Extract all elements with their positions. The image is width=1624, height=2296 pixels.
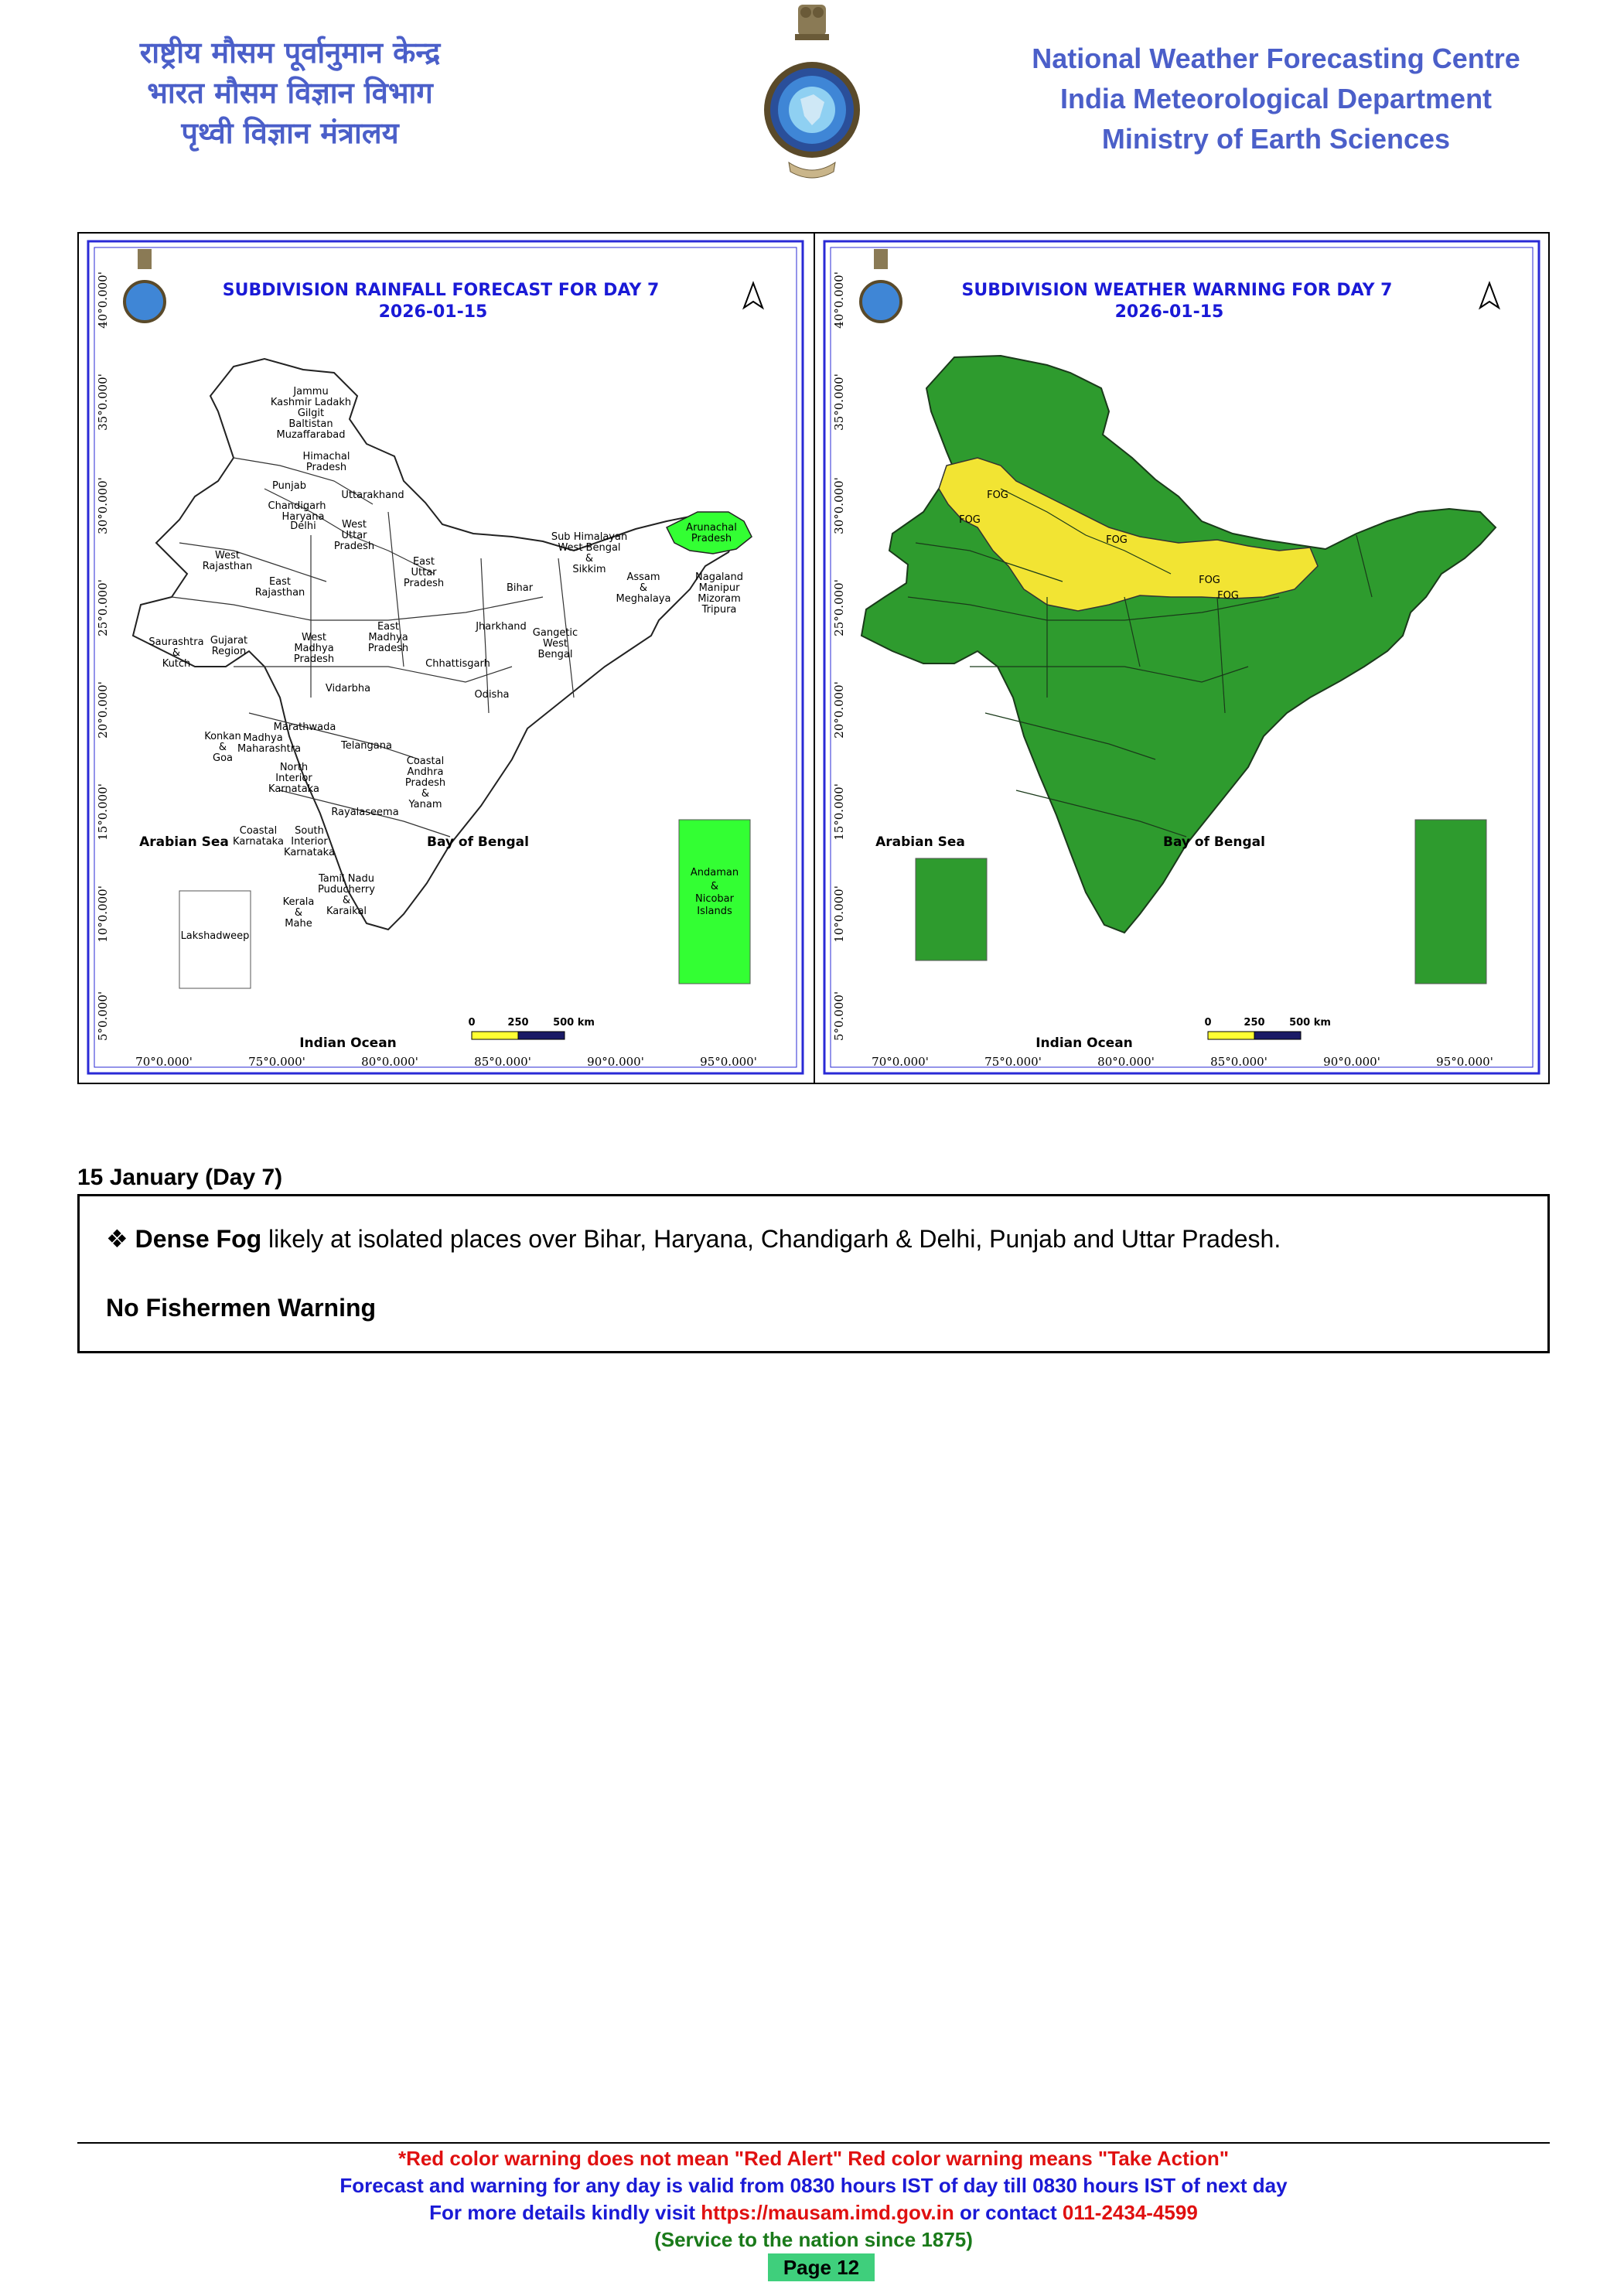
svg-text:250: 250 [507,1017,529,1029]
warning-map-panel [815,234,1548,1083]
svg-text:Madhya: Madhya [243,732,283,744]
svg-text:Chhattisgarh: Chhattisgarh [425,658,490,670]
svg-text:Karnataka: Karnataka [284,847,335,858]
warning-bay-of-bengal: Bay of Bengal [1163,834,1265,850]
svg-text:Gujarat: Gujarat [210,635,248,646]
svg-text:90°0.000': 90°0.000' [1323,1055,1380,1069]
warning-bold: Dense Fog [135,1225,262,1253]
svg-text:Gangetic: Gangetic [532,627,578,639]
svg-text:&: & [172,647,181,659]
svg-text:500 km: 500 km [553,1017,595,1029]
svg-text:Nagaland: Nagaland [695,571,743,583]
svg-text:Sikkim: Sikkim [572,564,606,575]
maps-frame [77,232,1550,1084]
svg-text:Manipur: Manipur [698,582,740,594]
svg-text:5°0.000': 5°0.000' [832,991,846,1042]
svg-text:West Bengal: West Bengal [558,542,621,554]
svg-text:Interior: Interior [291,836,328,848]
svg-text:East: East [268,576,292,588]
english-line-2: India Meteorological Department [1059,83,1493,114]
svg-text:Yanam: Yanam [408,799,442,810]
svg-text:&: & [639,582,648,594]
svg-text:West: West [302,632,326,643]
svg-text:Goa: Goa [213,752,233,764]
svg-text:15°0.000': 15°0.000' [832,783,846,841]
svg-text:90°0.000': 90°0.000' [587,1055,644,1069]
svg-text:Uttar: Uttar [341,530,367,541]
svg-text:95°0.000': 95°0.000' [700,1055,757,1069]
svg-text:&: & [710,881,719,892]
svg-text:Karnataka: Karnataka [268,783,319,795]
fog-warning-line [106,1224,1281,1254]
svg-text:&: & [218,742,227,753]
svg-text:Kutch: Kutch [162,658,191,670]
svg-text:Madhya: Madhya [294,643,334,654]
svg-text:Nicobar: Nicobar [694,893,735,905]
svg-text:North: North [279,762,309,773]
svg-text:80°0.000': 80°0.000' [361,1055,418,1069]
svg-text:Delhi: Delhi [290,520,316,532]
svg-text:Rajasthan: Rajasthan [202,561,253,572]
svg-text:Interior: Interior [275,773,312,784]
svg-text:Uttar: Uttar [411,567,437,578]
svg-text:Pradesh: Pradesh [293,653,335,665]
svg-text:FOG: FOG [1106,534,1128,546]
english-header [990,39,1562,159]
svg-text:75°0.000': 75°0.000' [248,1055,305,1069]
svg-text:&: & [585,553,594,565]
svg-text:20°0.000': 20°0.000' [96,681,110,739]
day-title: 15 January (Day 7) [77,1165,283,1190]
svg-text:Coastal: Coastal [406,756,445,767]
svg-text:Baltistan: Baltistan [288,418,333,430]
svg-text:Mahe: Mahe [285,918,312,930]
svg-text:Bengal: Bengal [537,649,573,660]
svg-text:25°0.000': 25°0.000' [832,579,846,636]
svg-text:FOG: FOG [987,490,1008,501]
svg-text:Region: Region [211,646,247,657]
svg-text:Karaikal: Karaikal [326,906,367,917]
warning-indian-ocean: Indian Ocean [1035,1035,1133,1051]
svg-text:85°0.000': 85°0.000' [474,1055,531,1069]
rainfall-map-panel [79,234,814,1083]
svg-text:Pradesh: Pradesh [367,643,409,654]
svg-text:95°0.000': 95°0.000' [1436,1055,1493,1069]
svg-text:Islands: Islands [697,906,732,917]
svg-text:Gilgit: Gilgit [297,408,325,419]
svg-text:Mizoram: Mizoram [698,593,741,605]
warning-box [77,1194,1550,1353]
svg-text:30°0.000': 30°0.000' [832,477,846,534]
svg-text:0: 0 [468,1017,476,1029]
svg-text:35°0.000': 35°0.000' [96,374,110,431]
svg-text:0: 0 [1204,1017,1212,1029]
svg-text:Uttarakhand: Uttarakhand [341,490,404,501]
svg-text:FOG: FOG [1217,590,1239,602]
english-line-1: National Weather Forecasting Centre [1032,43,1520,74]
svg-text:70°0.000': 70°0.000' [135,1055,193,1069]
rainfall-map-title: SUBDIVISION RAINFALL FORECAST FOR DAY 7 [222,281,660,300]
warning-andaman-box [1415,820,1486,984]
svg-text:South: South [295,825,324,837]
svg-text:East: East [377,621,400,633]
svg-text:Tripura: Tripura [701,604,737,616]
warning-map-title: SUBDIVISION WEATHER WARNING FOR DAY 7 [961,281,1393,300]
svg-text:Chandigarh: Chandigarh [268,500,326,512]
svg-text:Odisha: Odisha [474,689,510,701]
svg-text:35°0.000': 35°0.000' [832,374,846,431]
fishermen-warning: No Fishermen Warning [106,1294,377,1322]
english-line-3: Ministry of Earth Sciences [1101,123,1451,155]
warning-text: likely at isolated places over Bihar, Haryana, Chandigarh & Delhi, Punjab and Uttar Pradesh. [261,1225,1281,1253]
rainfall-indian-ocean: Indian Ocean [299,1035,397,1051]
svg-text:FOG: FOG [959,514,981,526]
svg-text:Himachal: Himachal [302,451,350,462]
svg-text:Jammu: Jammu [293,386,329,397]
svg-text:75°0.000': 75°0.000' [984,1055,1042,1069]
svg-text:Rajasthan: Rajasthan [254,587,305,599]
svg-text:West: West [543,638,568,650]
footer-line-4: (Service to the nation since 1875) [654,2228,973,2251]
svg-text:&: & [421,788,430,800]
svg-text:Marathwada: Marathwada [273,722,336,733]
hindi-line-3: पृथ्वी विज्ञान मंत्रालय [181,116,399,150]
svg-text:Coastal: Coastal [239,825,278,837]
svg-text:10°0.000': 10°0.000' [96,885,110,943]
svg-text:West: West [215,550,240,561]
svg-text:Sub Himalayan: Sub Himalayan [551,531,628,543]
svg-text:Pradesh: Pradesh [404,777,446,789]
svg-text:East: East [412,556,435,568]
lakshadweep-label: Lakshadweep [180,930,250,942]
svg-text:Rayalaseema: Rayalaseema [331,807,399,818]
svg-text:Andhra: Andhra [407,766,444,778]
svg-text:Vidarbha: Vidarbha [325,683,371,694]
svg-text:85°0.000': 85°0.000' [1210,1055,1267,1069]
svg-text:Jharkhand: Jharkhand [476,621,527,633]
svg-text:Haryana: Haryana [281,511,325,523]
svg-text:25°0.000': 25°0.000' [96,579,110,636]
svg-text:Telangana: Telangana [341,740,392,752]
imd-emblem-icon [758,0,866,186]
warning-arabian-sea: Arabian Sea [875,834,965,850]
svg-text:&: & [342,895,351,906]
svg-text:Karnataka: Karnataka [233,836,284,848]
svg-text:Kashmir Ladakh: Kashmir Ladakh [270,397,352,408]
svg-text:Pradesh: Pradesh [333,541,375,552]
svg-text:80°0.000': 80°0.000' [1097,1055,1155,1069]
svg-text:Konkan: Konkan [204,731,241,742]
svg-text:Muzaffarabad: Muzaffarabad [276,429,346,441]
svg-text:250: 250 [1244,1017,1265,1029]
svg-text:Meghalaya: Meghalaya [616,593,671,605]
footer-line-2: Forecast and warning for any day is valid from 0830 hours IST of day till 0830 hours IST of next day [339,2174,1288,2197]
svg-text:Pradesh: Pradesh [403,578,445,589]
svg-text:Punjab: Punjab [272,480,306,492]
svg-text:West: West [342,519,367,531]
svg-text:Kerala: Kerala [282,896,315,908]
svg-text:10°0.000': 10°0.000' [832,885,846,943]
page-number-badge: Page 12 [768,2253,875,2281]
svg-text:FOG: FOG [1199,575,1220,586]
svg-text:70°0.000': 70°0.000' [872,1055,929,1069]
svg-text:40°0.000': 40°0.000' [832,271,846,329]
svg-text:Pradesh: Pradesh [305,462,347,473]
svg-text:20°0.000': 20°0.000' [832,681,846,739]
rainfall-map-date: 2026-01-15 [378,302,488,322]
hindi-line-2: भारत मौसम विज्ञान विभाग [147,76,433,110]
svg-text:Madhya: Madhya [368,632,408,643]
hindi-header [73,32,507,153]
svg-text:Maharashtra: Maharashtra [237,743,302,755]
svg-text:5°0.000': 5°0.000' [96,991,110,1042]
svg-text:Tamil Nadu: Tamil Nadu [319,873,374,885]
svg-text:Bihar: Bihar [506,582,534,594]
svg-text:Arunachal: Arunachal [686,522,737,534]
hindi-line-1: राष्ट्रीय मौसम पूर्वानुमान केन्द्र [139,36,441,70]
warning-lakshadweep-box [916,858,987,960]
svg-text:Assam: Assam [626,571,660,583]
svg-text:Saurashtra: Saurashtra [148,636,204,648]
rainfall-arabian-sea: Arabian Sea [139,834,229,850]
footer-url-link[interactable]: https://mausam.imd.gov.in [701,2201,954,2224]
svg-text:Pradesh: Pradesh [691,533,732,544]
warning-map-date: 2026-01-15 [1114,302,1224,322]
svg-text:15°0.000': 15°0.000' [96,783,110,841]
svg-text:Puducherry: Puducherry [318,884,375,896]
svg-text:30°0.000': 30°0.000' [96,477,110,534]
footer-rule [77,2142,1550,2144]
footer-phone: 011-2434-4599 [1062,2201,1198,2224]
footer-line-1: *Red color warning does not mean "Red Alert" Red color warning means "Take Action" [397,2147,1230,2170]
diamond-bullet-icon: ❖ [106,1225,128,1253]
svg-text:&: & [294,907,303,919]
andaman-label: Andaman [690,867,739,878]
footer-line-3: For more details kindly visit https://mausam.imd.gov.in or contact 011-2434-4599 [429,2201,1198,2224]
rainfall-bay-of-bengal: Bay of Bengal [427,834,529,850]
svg-text:40°0.000': 40°0.000' [96,271,110,329]
svg-text:500 km: 500 km [1289,1017,1331,1029]
